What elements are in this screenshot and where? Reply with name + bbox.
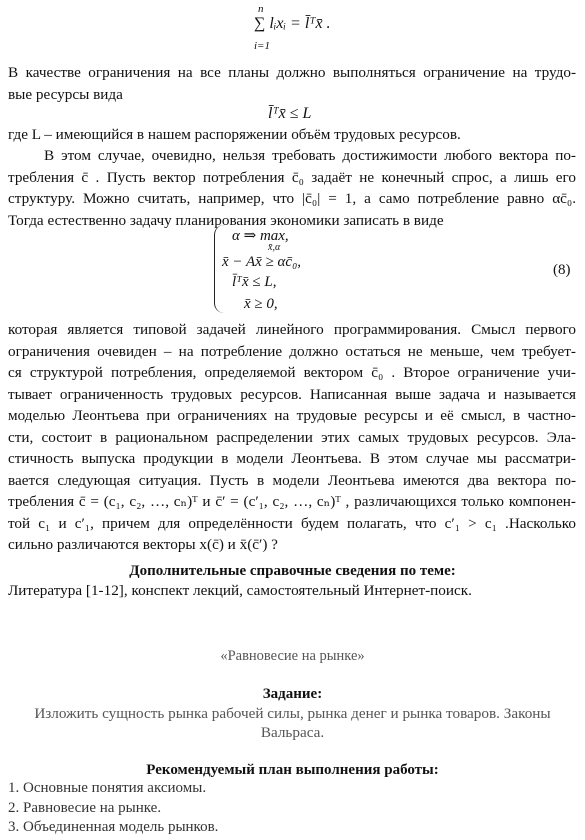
heading-additional-info: Дополнительные справочные сведения по теме: [129, 563, 456, 579]
paragraph-line: вые ресурсы вида [8, 85, 123, 103]
task-text-line: Вальраса. [260, 724, 325, 741]
system-line-nonnegativity: x̄ ≥ 0, [244, 296, 278, 312]
plan-item: 3. Объединенная модель рынков. [8, 819, 219, 835]
paragraph-line: сти, состоит в рациональном распределении этих самых трудовых ресурсов. Эла- [8, 428, 576, 446]
paragraph-line: стичность выпуска продукции в модели Леонтьева. В этом случае мы рассматри- [8, 450, 576, 467]
paragraph-constraint [8, 62, 576, 105]
paragraph-line: Тогда естественно задачу планирования экономики записать в виде [8, 211, 444, 229]
plan-heading: Рекомендуемый план выполнения работы: [146, 762, 439, 778]
plan-item: 1. Основные понятия аксиомы. [8, 780, 207, 796]
task-heading: Задание: [262, 686, 323, 702]
paragraph-line: которая является типовой задачей линейного программирования. Смысл первого [8, 321, 576, 338]
equation-number: (8) [553, 262, 571, 278]
formula-sum: ∑ lᵢxᵢ = l̄ᵀx̄ . [254, 15, 331, 32]
task-text-line: Изложить сущность рынка рабочей силы, рынка денег и рынка товаров. Законы [34, 705, 551, 722]
system-line-production: x̄ − Ax̄ ≥ αc̄₀, [222, 254, 302, 270]
paragraph-line: вается следующая ситуация. Пусть в модели Леонтьева имеются два вектора по- [8, 471, 576, 489]
paragraph-line: той c₁ и c′₁, причем для определённости будем полагать, что c′₁ > c₁ .Насколько [8, 514, 576, 532]
references-text: Литература [1-12], конспект лекций, самостоятельный Интернет-поиск. [8, 582, 472, 599]
formula-labor-constraint: l̄ᵀx̄ ≤ L [268, 105, 312, 122]
system-line-objective: α ⇒ max, [232, 228, 289, 244]
plan-item: 2. Равновесие на рынке. [8, 800, 162, 816]
paragraph-leontief-model [8, 319, 576, 556]
formula-sum-subscript: i=1 [254, 40, 270, 52]
paragraph-line: где L – имеющийся в нашем распоряжении объём трудовых ресурсов. [8, 126, 461, 143]
paragraph-line: В этом случае, очевидно, нельзя требовать достижимости любого вектора по- [44, 147, 576, 164]
topic-title: «Равновесие на рынке» [220, 648, 365, 664]
paragraph-line: ся структурой потребления, определяемой вектором c̄₀ . Второе ограничение учи- [8, 364, 576, 381]
paragraph-consumption-vector [8, 145, 576, 231]
paragraph-line: ограничения очевиден – на потребление должно остаться не меньше, чем требует- [8, 342, 576, 360]
paragraph-line: моделью Леонтьева при ограничениях на трудовые ресурсы и её смысл, в частно- [8, 407, 576, 424]
formula-sum-superscript: n [258, 3, 264, 15]
paragraph-line: В качестве ограничения на все планы должно выполняться ограничение на трудо- [8, 64, 576, 81]
paragraph-line: структуру. Можно считать, например, что |c̄₀| = 1, а само потребление равно αc̄₀. [8, 190, 576, 207]
paragraph-line: сильно различаются векторы x(c̄) и x̄(c̄′) ? [8, 536, 278, 553]
paragraph-labor-resources [8, 124, 576, 146]
system-objective-subscript: x̄,α [268, 242, 281, 253]
paragraph-line: требления c̄ . Пусть вектор потребления c̄₀ задаёт не конечный спрос, а лишь его [8, 168, 576, 186]
system-line-labor: l̄ᵀx̄ ≤ L, [232, 274, 277, 290]
paragraph-line: тывает ограниченность трудовых ресурсов. Написанная выше задача и называется [8, 385, 576, 403]
paragraph-line: требления c̄ = (c₁, c₂, …, cₙ)ᵀ и c̄′ = (c′₁, c₂, …, cₙ)ᵀ , различающихся только компонен- [8, 493, 576, 510]
